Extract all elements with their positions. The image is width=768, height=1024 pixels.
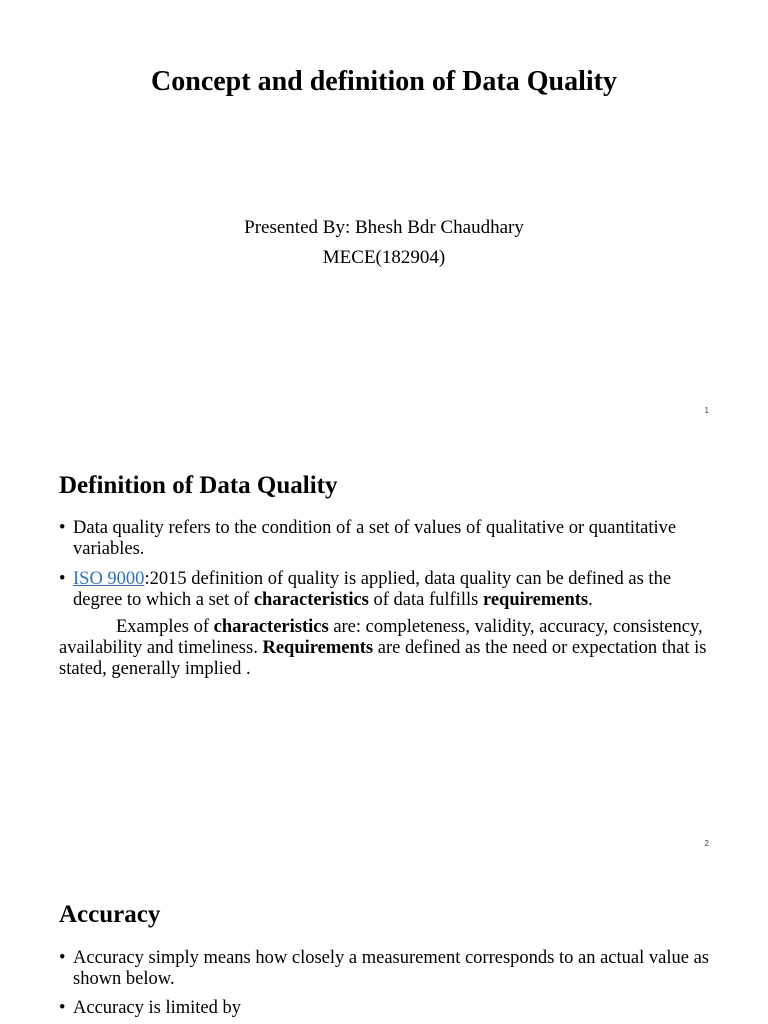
bold-term: characteristics <box>253 590 369 610</box>
paragraph-text: Examples of <box>116 617 214 637</box>
slide-1 <box>0 0 768 433</box>
bullet-text: . <box>588 590 593 610</box>
bullet-text: of data fulfills <box>368 590 483 610</box>
paragraph-text: are defined as the need or expectation that is stated, generally implied . <box>59 638 707 679</box>
presenter-id-line: MECE(182904) <box>322 247 446 268</box>
presenter-line: Presented By: Bhesh Bdr Chaudhary <box>244 217 524 238</box>
bullet-marker: • <box>59 569 66 589</box>
bold-term: Requirements <box>262 638 374 658</box>
bullet-item <box>59 569 709 611</box>
slide-3 <box>0 866 768 1024</box>
examples-paragraph <box>59 617 709 680</box>
bullet-text: :2015 definition of quality is applied, data quality can be defined as the degree to which a set of <box>73 569 672 610</box>
slide-heading: Accuracy <box>59 901 161 928</box>
bold-term: requirements <box>482 590 589 610</box>
slide-2 <box>0 433 768 866</box>
paragraph-text: are: completeness, validity, accuracy, consistency, availability and timeliness. <box>59 617 703 658</box>
slide-body <box>59 948 709 1019</box>
presentation-title: Concept and definition of Data Quality <box>151 66 617 97</box>
slide-body <box>59 518 709 680</box>
page-number: 1 <box>704 406 709 415</box>
bullet-item <box>59 948 709 990</box>
bullet-text: Accuracy is limited by <box>73 998 241 1018</box>
bullet-marker: • <box>59 998 66 1018</box>
page-number: 2 <box>704 839 709 848</box>
iso-9000-link[interactable]: ISO 9000 <box>73 569 145 589</box>
bold-term: characteristics <box>213 617 329 637</box>
bullet-text: Data quality refers to the condition of a set of values of qualitative or quantitative variables. <box>73 518 677 559</box>
bullet-item <box>59 998 709 1019</box>
bullet-marker: • <box>59 518 66 538</box>
bullet-marker: • <box>59 948 66 968</box>
bullet-text: Accuracy simply means how closely a measurement corresponds to an actual value as shown below. <box>73 948 709 989</box>
bullet-item <box>59 518 709 560</box>
slide-heading: Definition of Data Quality <box>59 472 338 499</box>
